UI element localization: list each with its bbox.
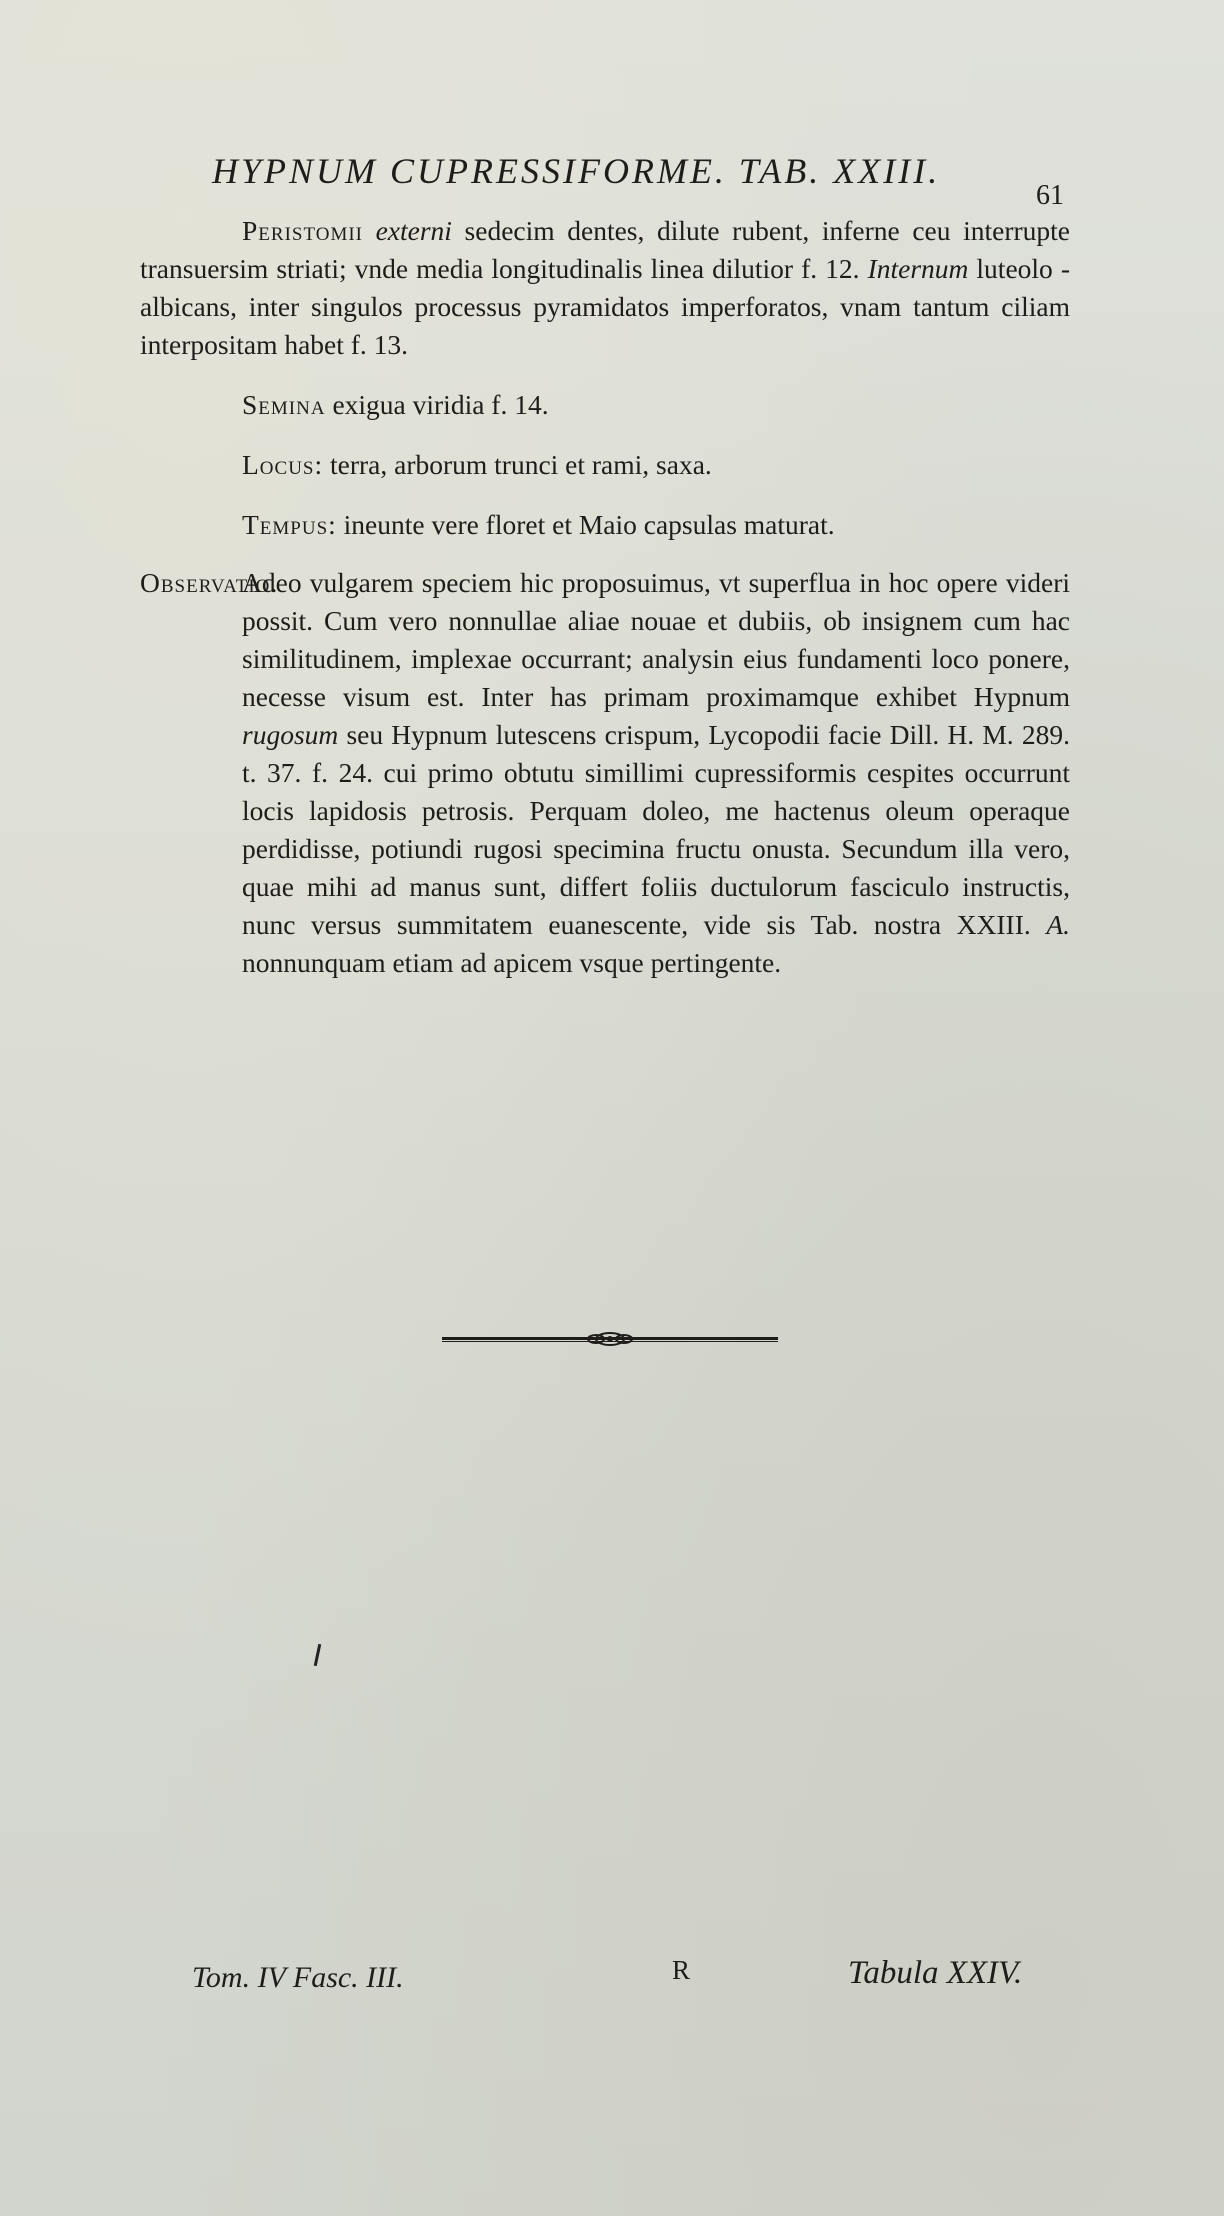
tempus-label: Tempus: [242,509,337,540]
page-footer [0,1955,1224,2015]
semina-label: Semina [242,389,326,420]
ornament-divider [440,1326,780,1352]
peristomii-paragraph [140,212,1070,364]
peristomii-label: Peristomii [242,215,363,246]
observatio-text-3: nonnunquam etiam ad apicem vsque pertingente. [242,947,782,978]
semina-paragraph [140,386,1070,424]
peristomii-text-1: sedecim dentes, dilute rubent, inferne ceu interrupte transuersim striati; vnde media longitudinalis linea dilutior f. 12. [140,215,1070,284]
observatio-italic-rugosum: rugosum [242,719,339,750]
body-text [140,212,1070,982]
running-head: HYPNUM CUPRESSIFORME. TAB. XXIII. [212,151,941,191]
observatio-label: Observatio. [140,567,279,598]
observatio-text-2: seu Hypnum lutescens crispum, Lycopodii facie Dill. H. M. 289. t. 37. f. 24. cui primo obtutu simillimi cupressiformis cespites occurrunt locis lapidosis petrosis. Perquam doleo, me hactenus oleum operaque perdidisse, potiundi rugosi specimina fructu onusta. Secundum illa vero, quae mihi ad manus sunt, differt foliis ductulorum fasciculo instructis, nunc versus summitatem euanescente, vide sis Tab. nostra XXIII. [242,719,1070,940]
tempus-paragraph [140,506,1070,544]
semina-text: exigua viridia f. 14. [325,389,549,420]
observatio-block [140,564,1070,982]
locus-paragraph [140,446,1070,484]
observatio-text-1: Adeo vulgarem speciem hic proposuimus, vt superflua in hoc opere videri possit. Cum vero nonnullae aliae nouae et dubiis, ob insignem cum hac similitudinem, implexae occurrant; analysin eius fundamenti loco ponere, necesse visum est. Inter has primam proximamque exhibet Hypnum [242,567,1070,712]
catchword: Tabula XXIV. [848,1955,1023,1991]
page-header [212,150,1072,210]
page-number: 61 [1036,180,1064,211]
stray-ink-mark [314,1644,322,1666]
observatio-italic-a: A. [1046,909,1070,940]
peristomii-italic-internum: Internum [867,253,969,284]
locus-label: Locus: [242,449,324,480]
peristomii-italic-externi: externi [375,215,452,246]
observatio-text [242,564,1070,982]
locus-text: terra, arborum trunci et rami, saxa. [323,449,712,480]
tempus-text: ineunte vere floret et Maio capsulas maturat. [336,509,835,540]
volume-reference: Tom. IV Fasc. III. [192,1961,404,1994]
signature-mark: R [672,1955,691,1985]
peristomii-text-2: luteolo - albicans, inter singulos processus pyramidatos imperforatos, vnam tantum ciliam interpositam habet f. 13. [140,253,1070,360]
